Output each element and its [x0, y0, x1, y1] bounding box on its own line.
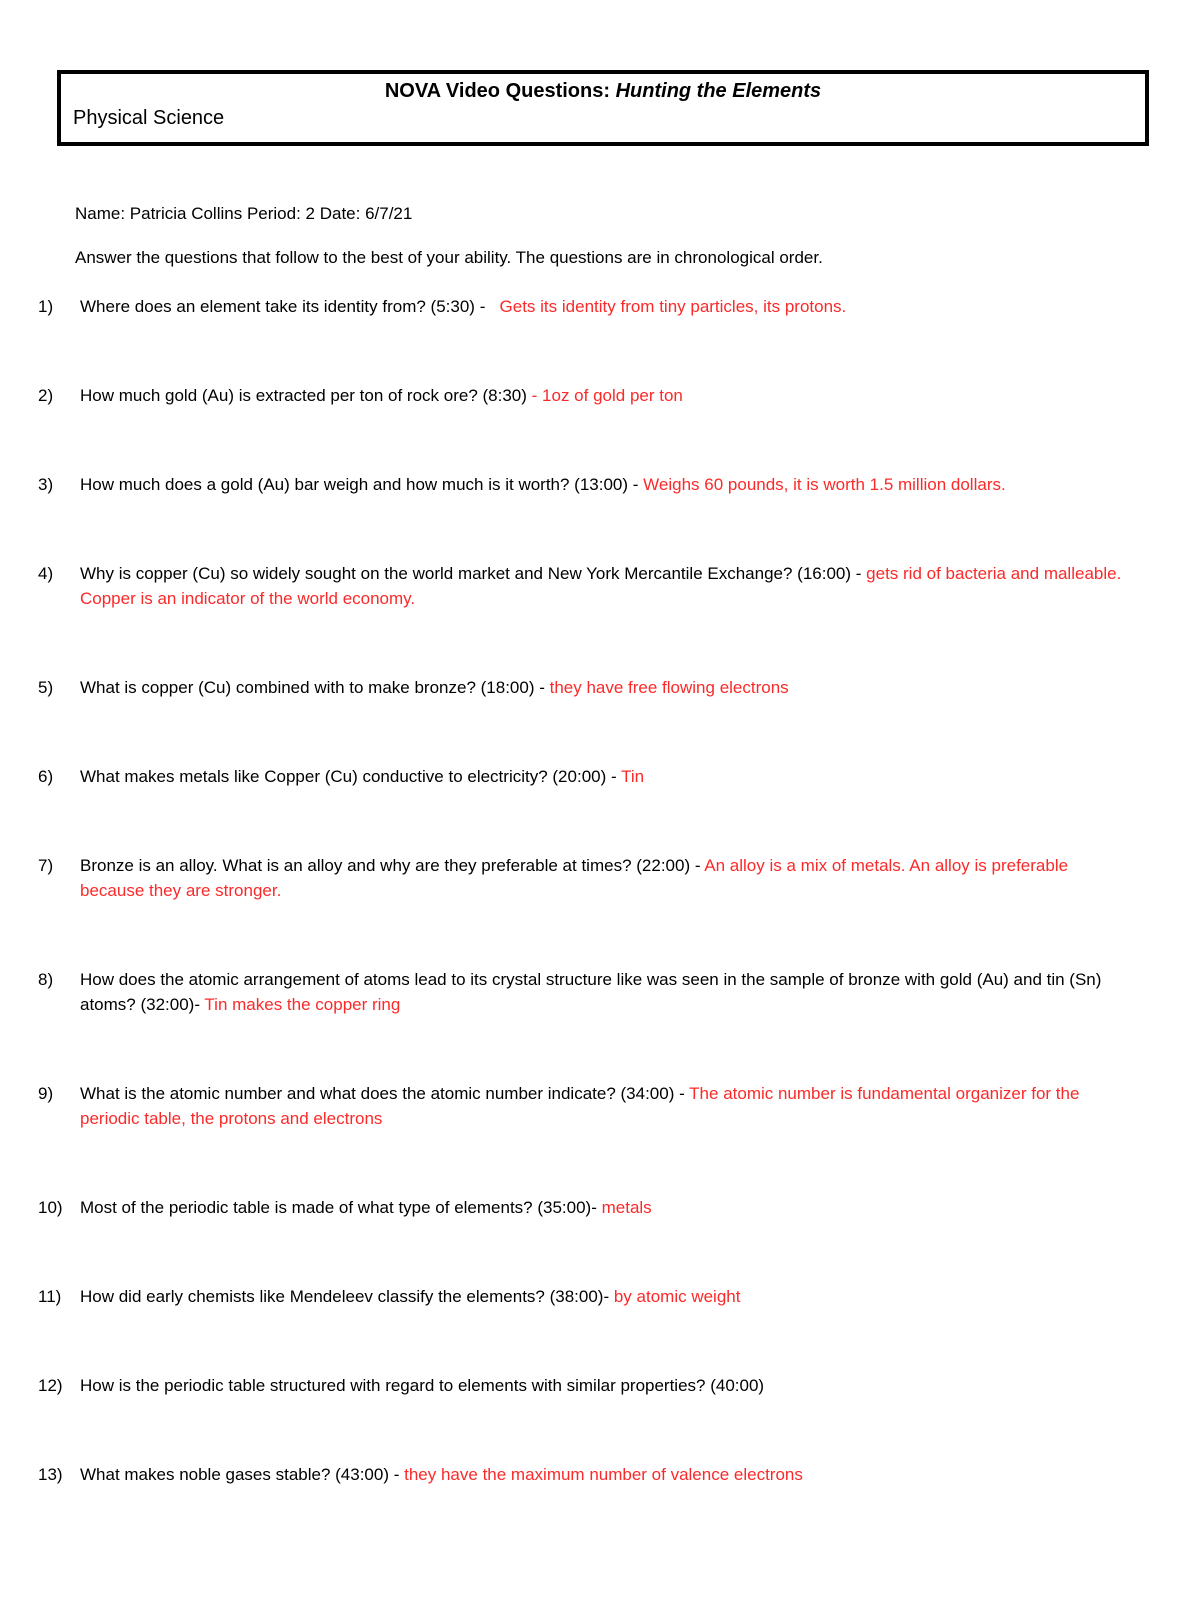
question-item: [38, 853, 1155, 903]
question-item: [38, 1462, 1155, 1487]
answer-text: The atomic number is fundamental organizer for the periodic table, the protons and electrons: [80, 1084, 1085, 1128]
question-body: [80, 675, 1130, 700]
question-item: [38, 472, 1155, 497]
question-number: 13): [38, 1465, 63, 1484]
question-body: [80, 1284, 1130, 1309]
question-body: [80, 383, 1130, 408]
question-text: Where does an element take its identity from? (5:30) -: [80, 297, 500, 316]
question-body: [80, 472, 1130, 497]
question-item: [38, 1373, 1155, 1398]
question-text: Why is copper (Cu) so widely sought on the world market and New York Mercantile Exchange? (16:00) -: [80, 564, 867, 583]
question-text: How did early chemists like Mendeleev classify the elements? (38:00)-: [80, 1287, 614, 1306]
instructions-text: Answer the questions that follow to the best of your ability. The questions are in chronological order.: [75, 248, 823, 267]
worksheet-title: [73, 78, 1133, 104]
answer-text: they have free flowing electrons: [549, 678, 789, 697]
answer-text: metals: [601, 1198, 652, 1217]
answer-text: by atomic weight: [613, 1287, 741, 1306]
worksheet-title-prefix: NOVA Video Questions:: [384, 80, 616, 102]
answer-text: they have the maximum number of valence electrons: [404, 1465, 803, 1484]
question-item: [38, 764, 1155, 789]
answer-text: An alloy is a mix of metals. An alloy is preferable because they are stronger.: [80, 856, 1073, 900]
answer-text: - 1oz of gold per ton: [531, 386, 683, 405]
question-item: [38, 1195, 1155, 1220]
question-body: [80, 1373, 1130, 1398]
question-body: [80, 967, 1130, 1017]
question-item: [38, 383, 1155, 408]
question-body: [80, 561, 1130, 611]
answer-text: Tin: [621, 767, 645, 786]
question-body: [80, 294, 1130, 319]
question-item: [38, 967, 1155, 1017]
question-text: How much gold (Au) is extracted per ton of rock ore? (8:30): [80, 386, 532, 405]
question-item: [38, 675, 1155, 700]
question-number: 11): [38, 1287, 62, 1306]
question-number: 2): [38, 386, 54, 405]
worksheet-subtitle: Physical Science: [73, 107, 225, 129]
question-text: What makes noble gases stable? (43:00) -: [80, 1465, 405, 1484]
answer-text: Gets its identity from tiny particles, its protons.: [499, 297, 847, 316]
question-body: [80, 1081, 1130, 1131]
question-text: How does the atomic arrangement of atoms lead to its crystal structure like was seen in the sample of bronze with gold (Au) and tin (Sn) atoms? (32:00)-: [80, 970, 1107, 1014]
question-text: How is the periodic table structured with regard to elements with similar properties? (40:00): [80, 1376, 765, 1395]
question-number: 9): [38, 1084, 54, 1103]
question-number: 4): [38, 564, 54, 583]
question-number: 12): [38, 1376, 63, 1395]
question-body: [80, 1462, 1130, 1487]
question-number: 10): [38, 1198, 63, 1217]
question-text: Bronze is an alloy. What is an alloy and why are they preferable at times? (22:00) -: [80, 856, 705, 875]
question-text: How much does a gold (Au) bar weigh and how much is it worth? (13:00) -: [80, 475, 644, 494]
question-body: [80, 853, 1130, 903]
question-body: [80, 764, 1130, 789]
question-item: [38, 561, 1155, 611]
questions-list: [38, 294, 1155, 1487]
worksheet-header-box: [57, 70, 1149, 146]
question-number: 8): [38, 970, 54, 989]
question-text: What makes metals like Copper (Cu) conductive to electricity? (20:00) -: [80, 767, 622, 786]
question-text: Most of the periodic table is made of what type of elements? (35:00)-: [80, 1198, 602, 1217]
question-item: [38, 1081, 1155, 1131]
name-period-date-line: Name: Patricia Collins Period: 2 Date: 6/7/21: [75, 204, 413, 223]
question-item: [38, 294, 1155, 319]
question-text: What is copper (Cu) combined with to make bronze? (18:00) -: [80, 678, 550, 697]
question-item: [38, 1284, 1155, 1309]
answer-text: Weighs 60 pounds, it is worth 1.5 million dollars.: [643, 475, 1006, 494]
question-body: [80, 1195, 1130, 1220]
question-number: 1): [38, 297, 54, 316]
answer-text: Tin makes the copper ring: [204, 995, 401, 1014]
question-number: 6): [38, 767, 54, 786]
worksheet-page: [0, 70, 1200, 1623]
question-text: What is the atomic number and what does the atomic number indicate? (34:00) -: [80, 1084, 690, 1103]
question-number: 7): [38, 856, 54, 875]
worksheet-title-italic: Hunting the Elements: [615, 80, 822, 102]
answer-text: gets rid of bacteria and malleable. Copper is an indicator of the world economy.: [80, 564, 1127, 608]
question-number: 3): [38, 475, 54, 494]
question-number: 5): [38, 678, 54, 697]
